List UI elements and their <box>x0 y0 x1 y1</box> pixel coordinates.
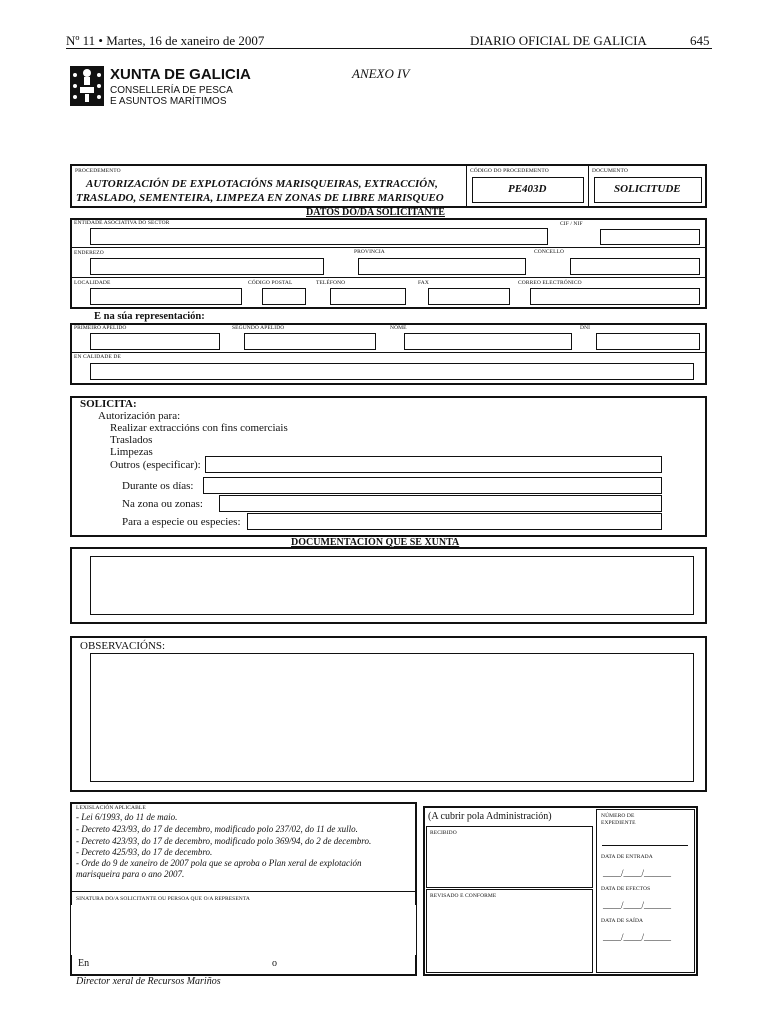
representation-heading: E na súa representación: <box>94 311 205 322</box>
fax-field[interactable] <box>428 288 510 305</box>
fax-label: FAX <box>418 280 429 286</box>
reviewed-label: REVISADO E CONFORME <box>430 893 497 899</box>
request-item-others: Outros (especificar): <box>110 459 201 471</box>
logo-line1: CONSELLERÍA DE PESCA <box>110 85 233 96</box>
address-label: ENDEREZO <box>74 250 104 256</box>
cif-label: CIF / NIF <box>560 221 583 227</box>
name-field[interactable] <box>404 333 572 350</box>
file-number-label-2: EXPEDIENTE <box>601 820 636 826</box>
received-label: RECIBIDO <box>430 830 457 836</box>
procedure-label: PROCEDEMENTO <box>75 168 121 174</box>
logo-title: XUNTA DE GALICIA <box>110 66 251 83</box>
days-field[interactable] <box>203 477 662 494</box>
request-item-cleanings: Limpezas <box>110 446 153 458</box>
surname1-label: PRIMEIRO APELIDO <box>74 325 127 331</box>
council-label: CONCELLO <box>534 249 565 255</box>
procedure-title-line1: AUTORIZACIÓN DE EXPLOTACIÓNS MARISQUEIRAS, EXTRACCIÓN, <box>86 178 438 190</box>
issue-number: Nº 11 • Martes, 16 de xaneiro de 2007 <box>66 33 265 48</box>
phone-label: TELÉFONO <box>316 280 346 286</box>
surname2-field[interactable] <box>244 333 376 350</box>
exit-date-label: DATA DE SAÍDA <box>601 918 644 924</box>
cif-field[interactable] <box>600 229 700 245</box>
province-label: PROVINCIA <box>354 249 385 255</box>
signature-area[interactable] <box>71 905 416 955</box>
zones-label: Na zona ou zonas: <box>122 498 203 510</box>
species-field[interactable] <box>247 513 662 530</box>
email-label: CORREO ELECTRÓNICO <box>518 280 582 286</box>
locality-label: LOCALIDADE <box>74 280 111 286</box>
document-label: DOCUMENTO <box>592 168 628 174</box>
signature-label: SINATURA DO/A SOLICITANTE OU PERSOA QUE O/A REPRESENTA <box>76 896 250 902</box>
documentation-field[interactable] <box>90 556 694 615</box>
legislation-line6: marisqueira para o ano 2007. <box>76 869 185 879</box>
address-field[interactable] <box>90 258 324 275</box>
legislation-line5: - Orde do 9 de xaneiro de 2007 pola que se aproba o Plan xeral de explotación <box>76 858 362 868</box>
request-item-transfers: Traslados <box>110 434 153 446</box>
document-type: SOLICITUDE <box>614 183 681 195</box>
dni-label: DNI <box>580 325 591 331</box>
documentation-heading: DOCUMENTACIÓN QUE SE XUNTA <box>291 537 460 548</box>
effect-date-field[interactable]: ____/____/______ <box>603 900 672 910</box>
entry-date-field[interactable]: ____/____/______ <box>603 868 672 878</box>
file-number-line[interactable] <box>602 845 688 846</box>
procedure-code-label: CÓDIGO DO PROCEDEMENTO <box>470 168 549 174</box>
entry-date-label: DATA DE ENTRADA <box>601 854 653 860</box>
others-field[interactable] <box>205 456 662 473</box>
postal-label: CÓDIGO POSTAL <box>248 280 293 286</box>
header-rule <box>66 48 712 49</box>
surname1-field[interactable] <box>90 333 220 350</box>
request-item-extraction: Realizar extraccións con fins comerciais <box>110 422 288 434</box>
galicia-coat-of-arms-icon <box>70 66 104 106</box>
logo-line2: E ASUNTOS MARÍTIMOS <box>110 96 227 107</box>
reviewed-box <box>426 889 593 973</box>
observations-field[interactable] <box>90 653 694 782</box>
capacity-label: EN CALIDADE DE <box>74 354 121 360</box>
effect-date-label: DATA DE EFECTOS <box>601 886 651 892</box>
annex-title: ANEXO IV <box>352 66 410 81</box>
postal-field[interactable] <box>262 288 306 305</box>
observations-heading: OBSERVACIÓNS: <box>80 640 166 652</box>
admin-heading: (A cubrir pola Administración) <box>428 811 552 822</box>
legislation-label: LEXISLACIÓN APLICABLE <box>76 805 146 811</box>
legislation-line3: - Decreto 423/93, do 17 de decembro, modificado polo 369/94, do 2 de decembro. <box>76 836 372 846</box>
applicant-heading: DATOS DO/DA SOLICITANTE <box>306 207 445 218</box>
file-number-label-1: NÚMERO DE <box>601 813 635 819</box>
procedure-title-line2: TRASLADO, SEMENTEIRA, LIMPEZA EN ZONAS DE LIBRE MARISQUEO <box>76 192 444 204</box>
surname2-label: SEGUNDO APELIDO <box>232 325 285 331</box>
exit-date-field[interactable]: ____/____/______ <box>603 932 672 942</box>
signature-date-o: o <box>272 958 277 969</box>
entity-label: ENTIDADE ASOCIATIVA DO SECTOR <box>74 220 170 226</box>
council-field[interactable] <box>570 258 700 275</box>
authorization-label: Autorización para: <box>98 410 181 422</box>
phone-field[interactable] <box>330 288 406 305</box>
footer-addressee: Director xeral de Recursos Mariños <box>76 976 221 987</box>
capacity-field[interactable] <box>90 363 694 380</box>
legislation-line1: - Lei 6/1993, do 11 de maio. <box>76 812 178 822</box>
days-label: Durante os días: <box>122 480 194 492</box>
request-heading: SOLICITA: <box>80 398 137 410</box>
locality-field[interactable] <box>90 288 242 305</box>
name-label: NOME <box>390 325 407 331</box>
zones-field[interactable] <box>219 495 662 512</box>
species-label: Para a especie ou especies: <box>122 516 241 528</box>
signature-place-label: En <box>78 958 90 969</box>
province-field[interactable] <box>358 258 526 275</box>
legislation-line2: - Decreto 423/93, do 17 de decembro, modificado polo 237/02, do 11 de xullo. <box>76 824 358 834</box>
journal-name: DIARIO OFICIAL DE GALICIA <box>470 33 647 48</box>
email-field[interactable] <box>530 288 700 305</box>
legislation-line4: - Decreto 425/93, do 17 de decembro. <box>76 847 213 857</box>
procedure-code: PE403D <box>508 183 547 195</box>
entity-field[interactable] <box>90 228 548 245</box>
page-number: 645 <box>690 33 710 48</box>
dni-field[interactable] <box>596 333 700 350</box>
